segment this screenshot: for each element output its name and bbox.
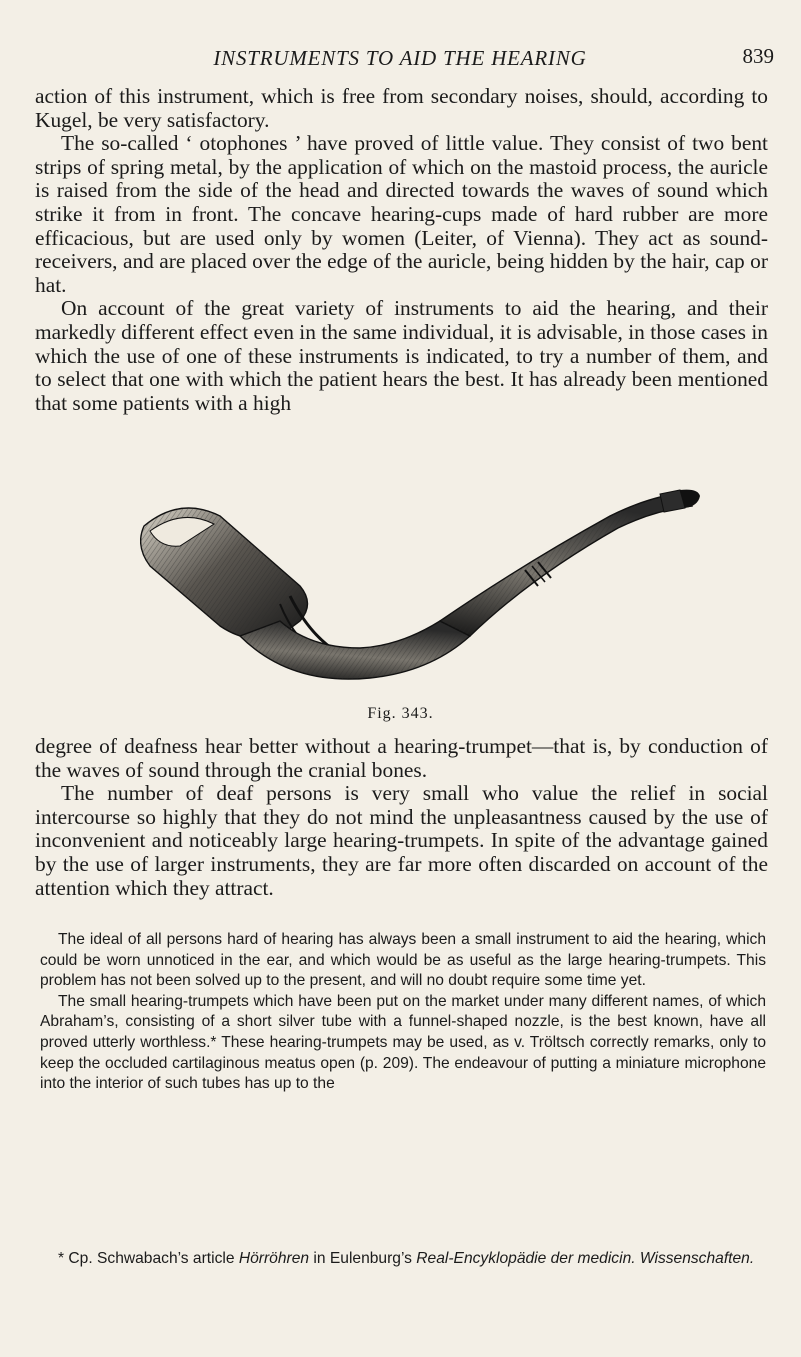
figure-caption: Fig. 343. [367, 705, 434, 722]
footnote-article-title: Hörröhren [238, 1250, 310, 1267]
paragraph: The number of deaf persons is very small who value the relief in social intercourse so highly that they do not mind the unpleasantness caused by the use of inconvenient and noticeably large hearing-trumpets. In spite of the advantage gained by the use of larger instruments, they are far more often discarded on account of the attention which they attract. [35, 781, 768, 900]
paragraph: The ideal of all persons hard of hearing has always been a small instrument to aid the hearing, which could be worn unnoticed in the ear, and which would be as useful as the large hearing-trumpets. This problem has not been solved up to the present, and will no doubt require some time yet. [40, 931, 766, 990]
paragraph: action of this instrument, which is free from secondary noises, should, according to Kugel, be very satisfactory. [35, 84, 768, 132]
paragraph: degree of deafness hear better without a hearing-trumpet—that is, by conduction of the waves of sound through the cranial bones. [35, 734, 768, 782]
footnote-text [40, 1249, 766, 1270]
hearing-trumpet-drawing [140, 486, 700, 696]
paragraph: The so-called ‘ otophones ’ have proved of little value. They consist of two bent strips of spring metal, by the application of which on the mastoid process, the auricle is raised from the side of the head and directed towards the waves of sound which strike it from in front. The concave hearing-cups made of hard rubber are more efficacious, but are used only by women (Leiter, of Vienna). They act as sound-receivers, and are placed over the edge of the auricle, being hidden by the hair, cap or hat. [35, 131, 768, 297]
footnote-prefix: * Cp. Schwabach’s article [58, 1250, 239, 1267]
body-text-middle [35, 735, 768, 900]
body-text-top [35, 85, 768, 415]
footnote-middle: in Eulenburg’s [309, 1250, 417, 1267]
footnote-book-title: Real-Encyklopädie der medicin. Wissenschaften. [416, 1250, 755, 1267]
paragraph: The small hearing-trumpets which have been put on the market under many different names, of which Abraham’s, consisting of a short silver tube with a funnel-shaped nozzle, is the best known, have all proved utterly worthless.* These hearing-trumpets may be used, as v. Tröltsch correctly remarks, only to keep the occluded cartilaginous meatus open (p. 209). The endeavour of putting a miniature microphone into the interior of such tubes has up to the [40, 992, 766, 1093]
footnote [40, 1249, 766, 1270]
page-number: 839 [742, 44, 774, 68]
small-print-text [40, 930, 766, 1095]
hearing-trumpet-illustration [140, 486, 700, 696]
running-header: INSTRUMENTS TO AID THE HEARING [213, 46, 587, 70]
paragraph: On account of the great variety of instruments to aid the hearing, and their markedly different effect even in the same individual, it is advisable, in those cases in which the use of one of these instruments is indicated, to try a number of them, and to select that one with which the patient hears the best. It has already been mentioned that some patients with a high [35, 296, 768, 415]
